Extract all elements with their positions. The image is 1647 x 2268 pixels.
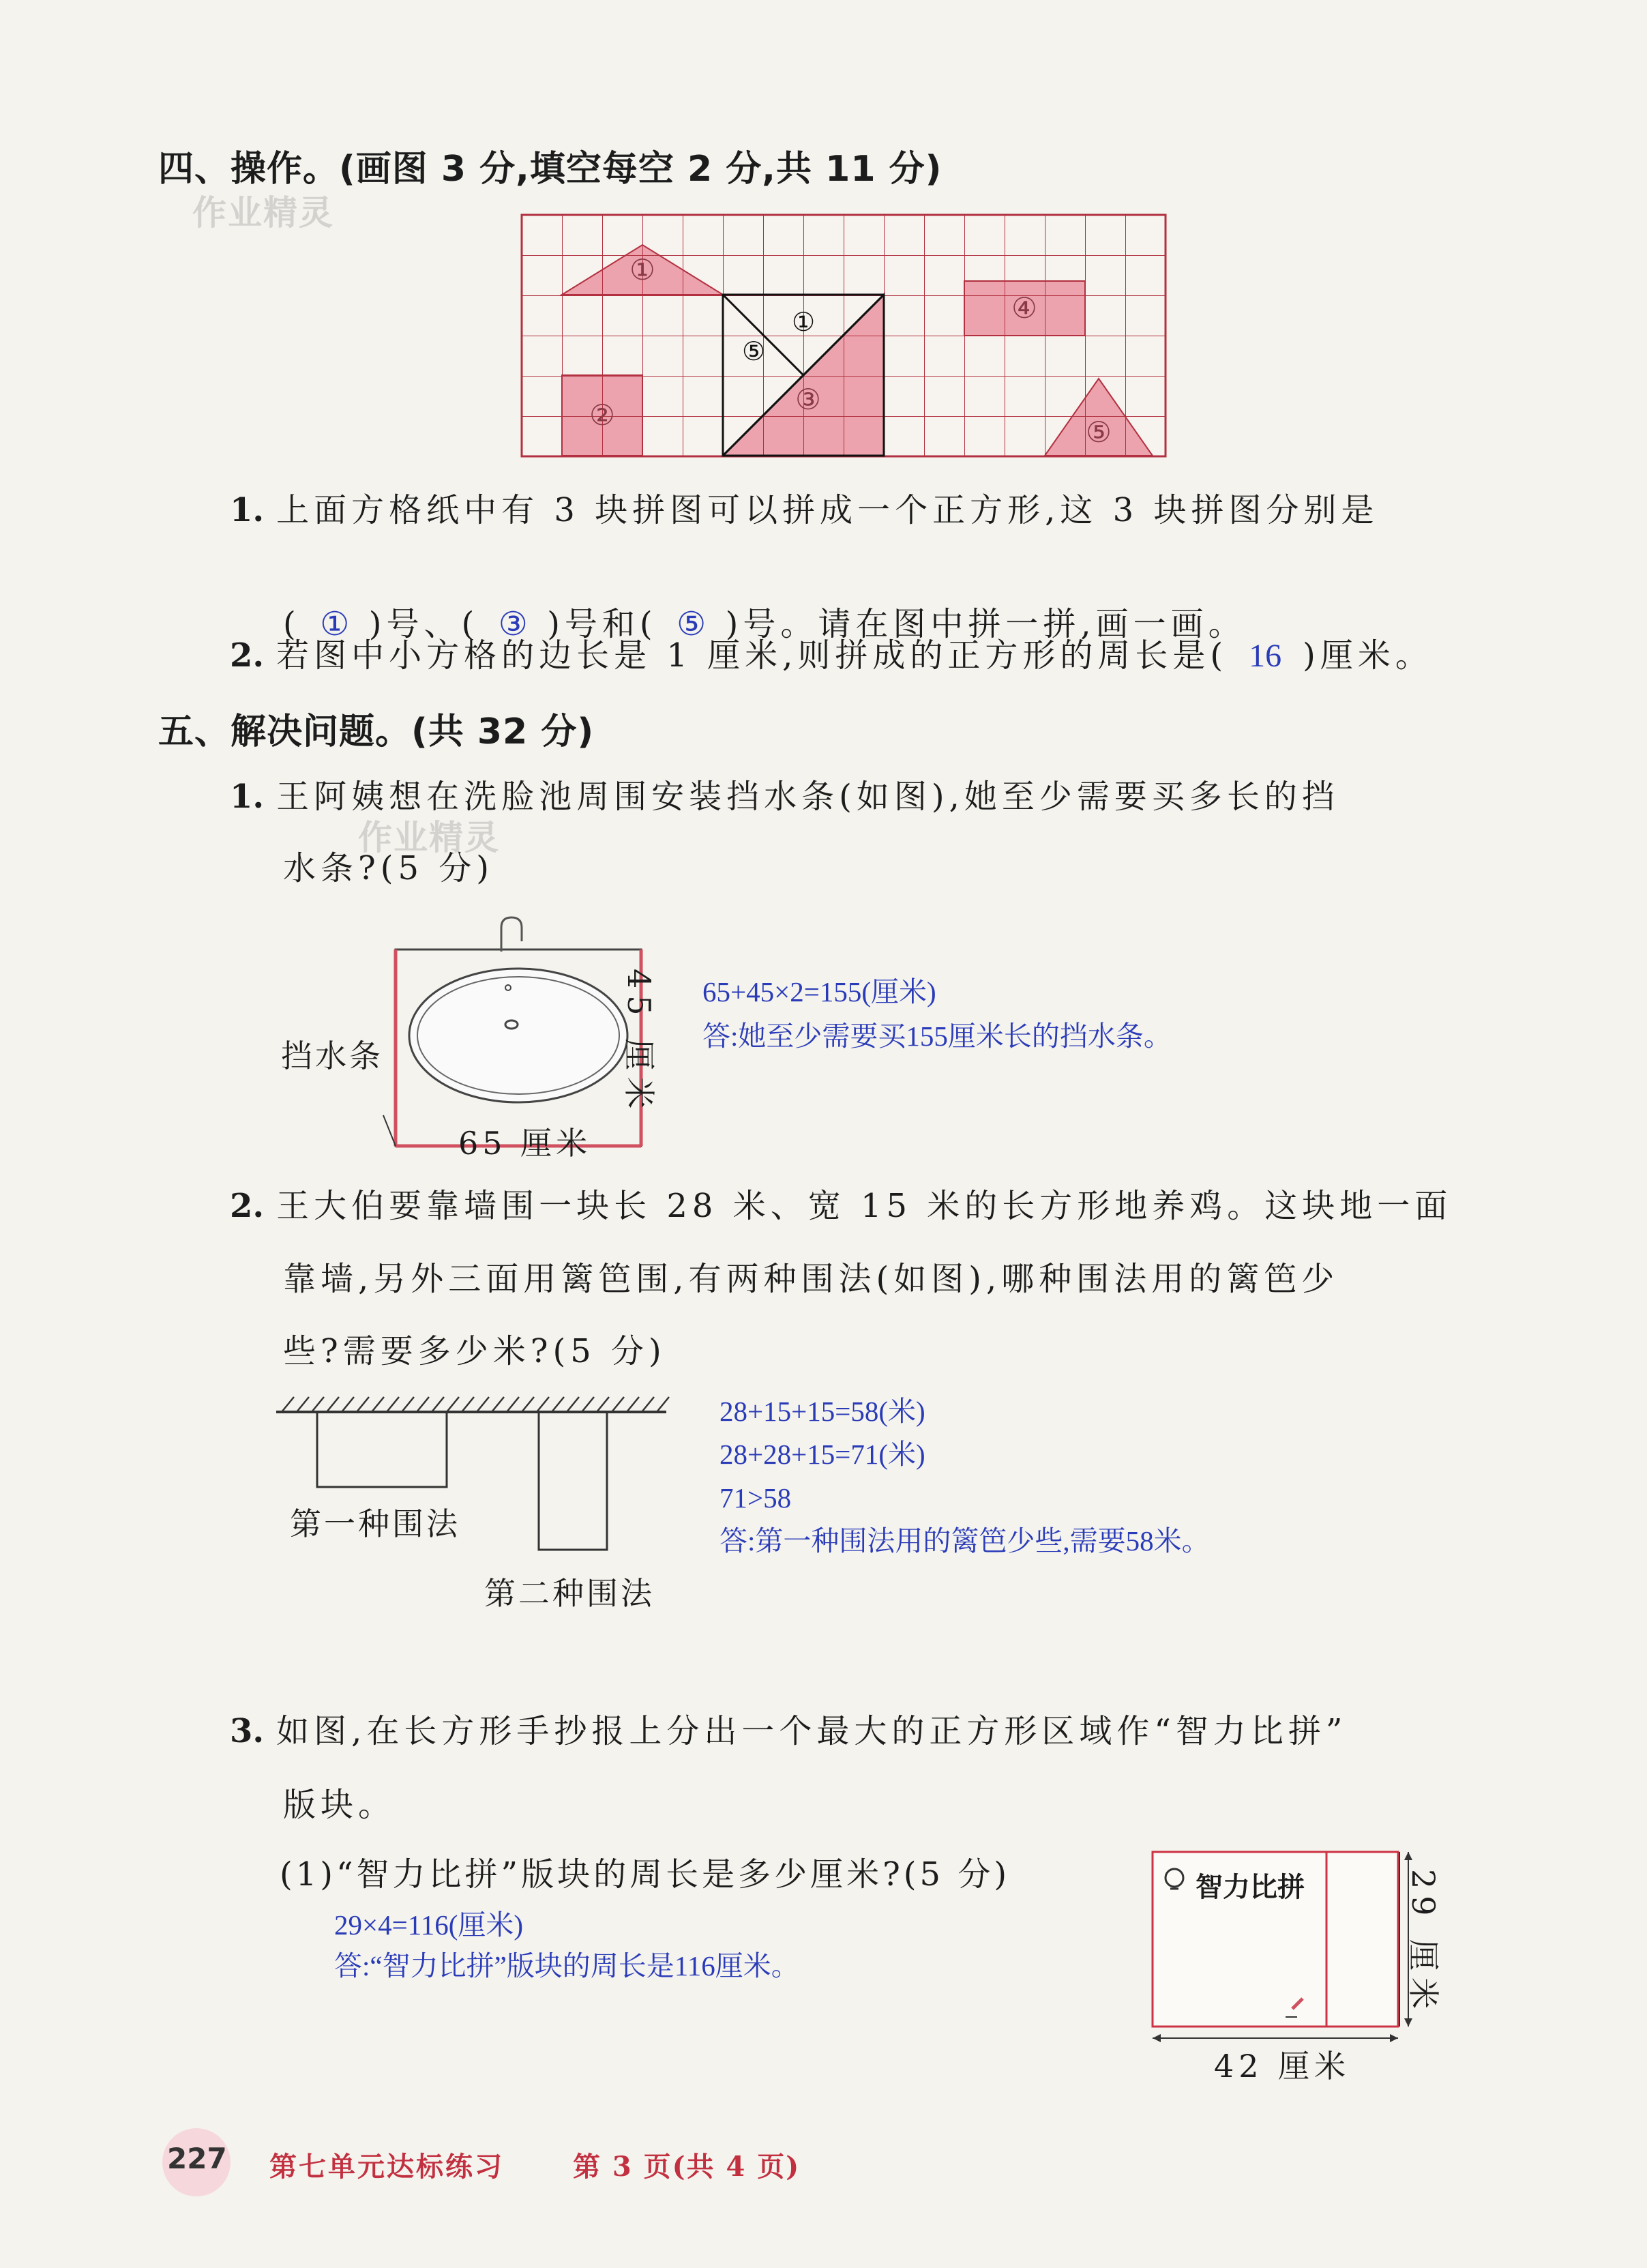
q4-1-paren-2: )号、( bbox=[368, 605, 479, 643]
q4-2-text-before: 若图中小方格的边长是 1 厘米,则拼成的正方形的周长是( bbox=[276, 636, 1228, 675]
label-strip: 挡水条 bbox=[281, 1037, 383, 1074]
grid-figure bbox=[518, 211, 1173, 464]
box-title: 智力比拼 bbox=[1196, 1872, 1305, 1903]
label-way-2: 第二种围法 bbox=[484, 1575, 655, 1612]
q5-1-line2: 水条?(5 分) bbox=[283, 849, 494, 887]
q4-1-paren-3: )号和( bbox=[547, 605, 657, 643]
q4-1-answer-2: ③ bbox=[498, 605, 528, 643]
q5-3-answer-calc: 29×4=116(厘米) bbox=[334, 1909, 524, 1941]
q5-1-answer-text: 答:她至少需要买155厘米长的挡水条。 bbox=[702, 1020, 1172, 1052]
q4-2-answer: 16 bbox=[1249, 638, 1282, 674]
footer-page: 第 3 页(共 4 页) bbox=[573, 2151, 801, 2183]
q5-3-answer-text: 答:“智力比拼”版块的周长是116厘米。 bbox=[334, 1950, 799, 1982]
section-5-title: 五、解决问题。(共 32 分) bbox=[158, 711, 595, 752]
q4-2-line bbox=[230, 636, 1433, 676]
footer-title: 第七单元达标练习 bbox=[269, 2151, 504, 2183]
q5-2-answer-line-3: 71>58 bbox=[719, 1482, 792, 1514]
q5-2-answer-line-2: 28+28+15=71(米) bbox=[719, 1439, 925, 1470]
q5-1-answer-calc: 65+45×2=155(厘米) bbox=[702, 976, 936, 1007]
q4-1-answer-3: ⑤ bbox=[677, 605, 707, 643]
q5-2-line1 bbox=[230, 1187, 1452, 1226]
label-piece-1: ① bbox=[629, 253, 655, 286]
label-way-1: 第一种围法 bbox=[290, 1505, 460, 1542]
q4-1-line1 bbox=[230, 491, 1378, 531]
q4-1-paren-1: ( bbox=[283, 605, 301, 643]
q5-3-line1 bbox=[230, 1712, 1347, 1752]
q4-2-text-after: )厘米。 bbox=[1303, 636, 1433, 675]
label-assembled-5: ⑤ bbox=[741, 336, 766, 366]
label-height-45: 45 厘米 bbox=[621, 969, 657, 1116]
label-width-42: 42 厘米 bbox=[1214, 2048, 1351, 2085]
q4-1-paren-4: )号。请在图中拼一拼,画一画。 bbox=[725, 605, 1246, 643]
q5-2-answer-line-1: 28+15+15=58(米) bbox=[719, 1396, 925, 1427]
page-number: 227 bbox=[167, 2142, 227, 2175]
label-piece-4: ④ bbox=[1011, 291, 1037, 325]
q5-3-line2: 版块。 bbox=[283, 1786, 396, 1824]
q4-1-answer-1: ① bbox=[320, 605, 350, 643]
q5-2-text-1: 王大伯要靠墙围一块长 28 米、宽 15 米的长方形地养鸡。这块地一面 bbox=[276, 1187, 1453, 1225]
label-piece-2: ② bbox=[589, 398, 615, 432]
label-piece-5: ⑤ bbox=[1086, 415, 1112, 449]
q5-3-text-1: 如图,在长方形手抄报上分出一个最大的正方形区域作“智力比拼” bbox=[276, 1712, 1348, 1750]
section-4-title: 四、操作。(画图 3 分,填空每空 2 分,共 11 分) bbox=[158, 149, 943, 190]
label-width-65: 65 厘米 bbox=[458, 1125, 592, 1162]
q4-2-number: 2. bbox=[230, 636, 265, 675]
q5-3-sub-1: (1)“智力比拼”版块的周长是多少厘米?(5 分) bbox=[280, 1855, 1011, 1894]
q4-1-number: 1. bbox=[230, 491, 265, 529]
q5-2-line2: 靠墙,另外三面用篱笆围,有两种围法(如图),哪种围法用的篱笆少 bbox=[283, 1260, 1339, 1298]
q5-1-text-1: 王阿姨想在洗脸池周围安装挡水条(如图),她至少需要买多长的挡 bbox=[276, 778, 1339, 816]
q5-2-line3: 些?需要多少米?(5 分) bbox=[283, 1332, 666, 1370]
q5-1-line1 bbox=[230, 778, 1339, 817]
q5-3-number: 3. bbox=[230, 1712, 265, 1750]
q5-1-number: 1. bbox=[230, 778, 265, 816]
q4-1-text: 上面方格纸中有 3 块拼图可以拼成一个正方形,这 3 块拼图分别是 bbox=[276, 491, 1379, 529]
watermark: 作业精灵 bbox=[192, 193, 334, 233]
q5-2-number: 2. bbox=[230, 1187, 265, 1225]
label-assembled-3: ③ bbox=[795, 383, 821, 416]
q5-2-answer-line-4: 答:第一种围法用的篱笆少些,需要58米。 bbox=[719, 1525, 1210, 1557]
label-assembled-1: ① bbox=[791, 307, 816, 337]
watermark-2: 作业精灵 bbox=[358, 818, 500, 857]
label-height-29: 29 厘米 bbox=[1405, 1869, 1442, 2016]
